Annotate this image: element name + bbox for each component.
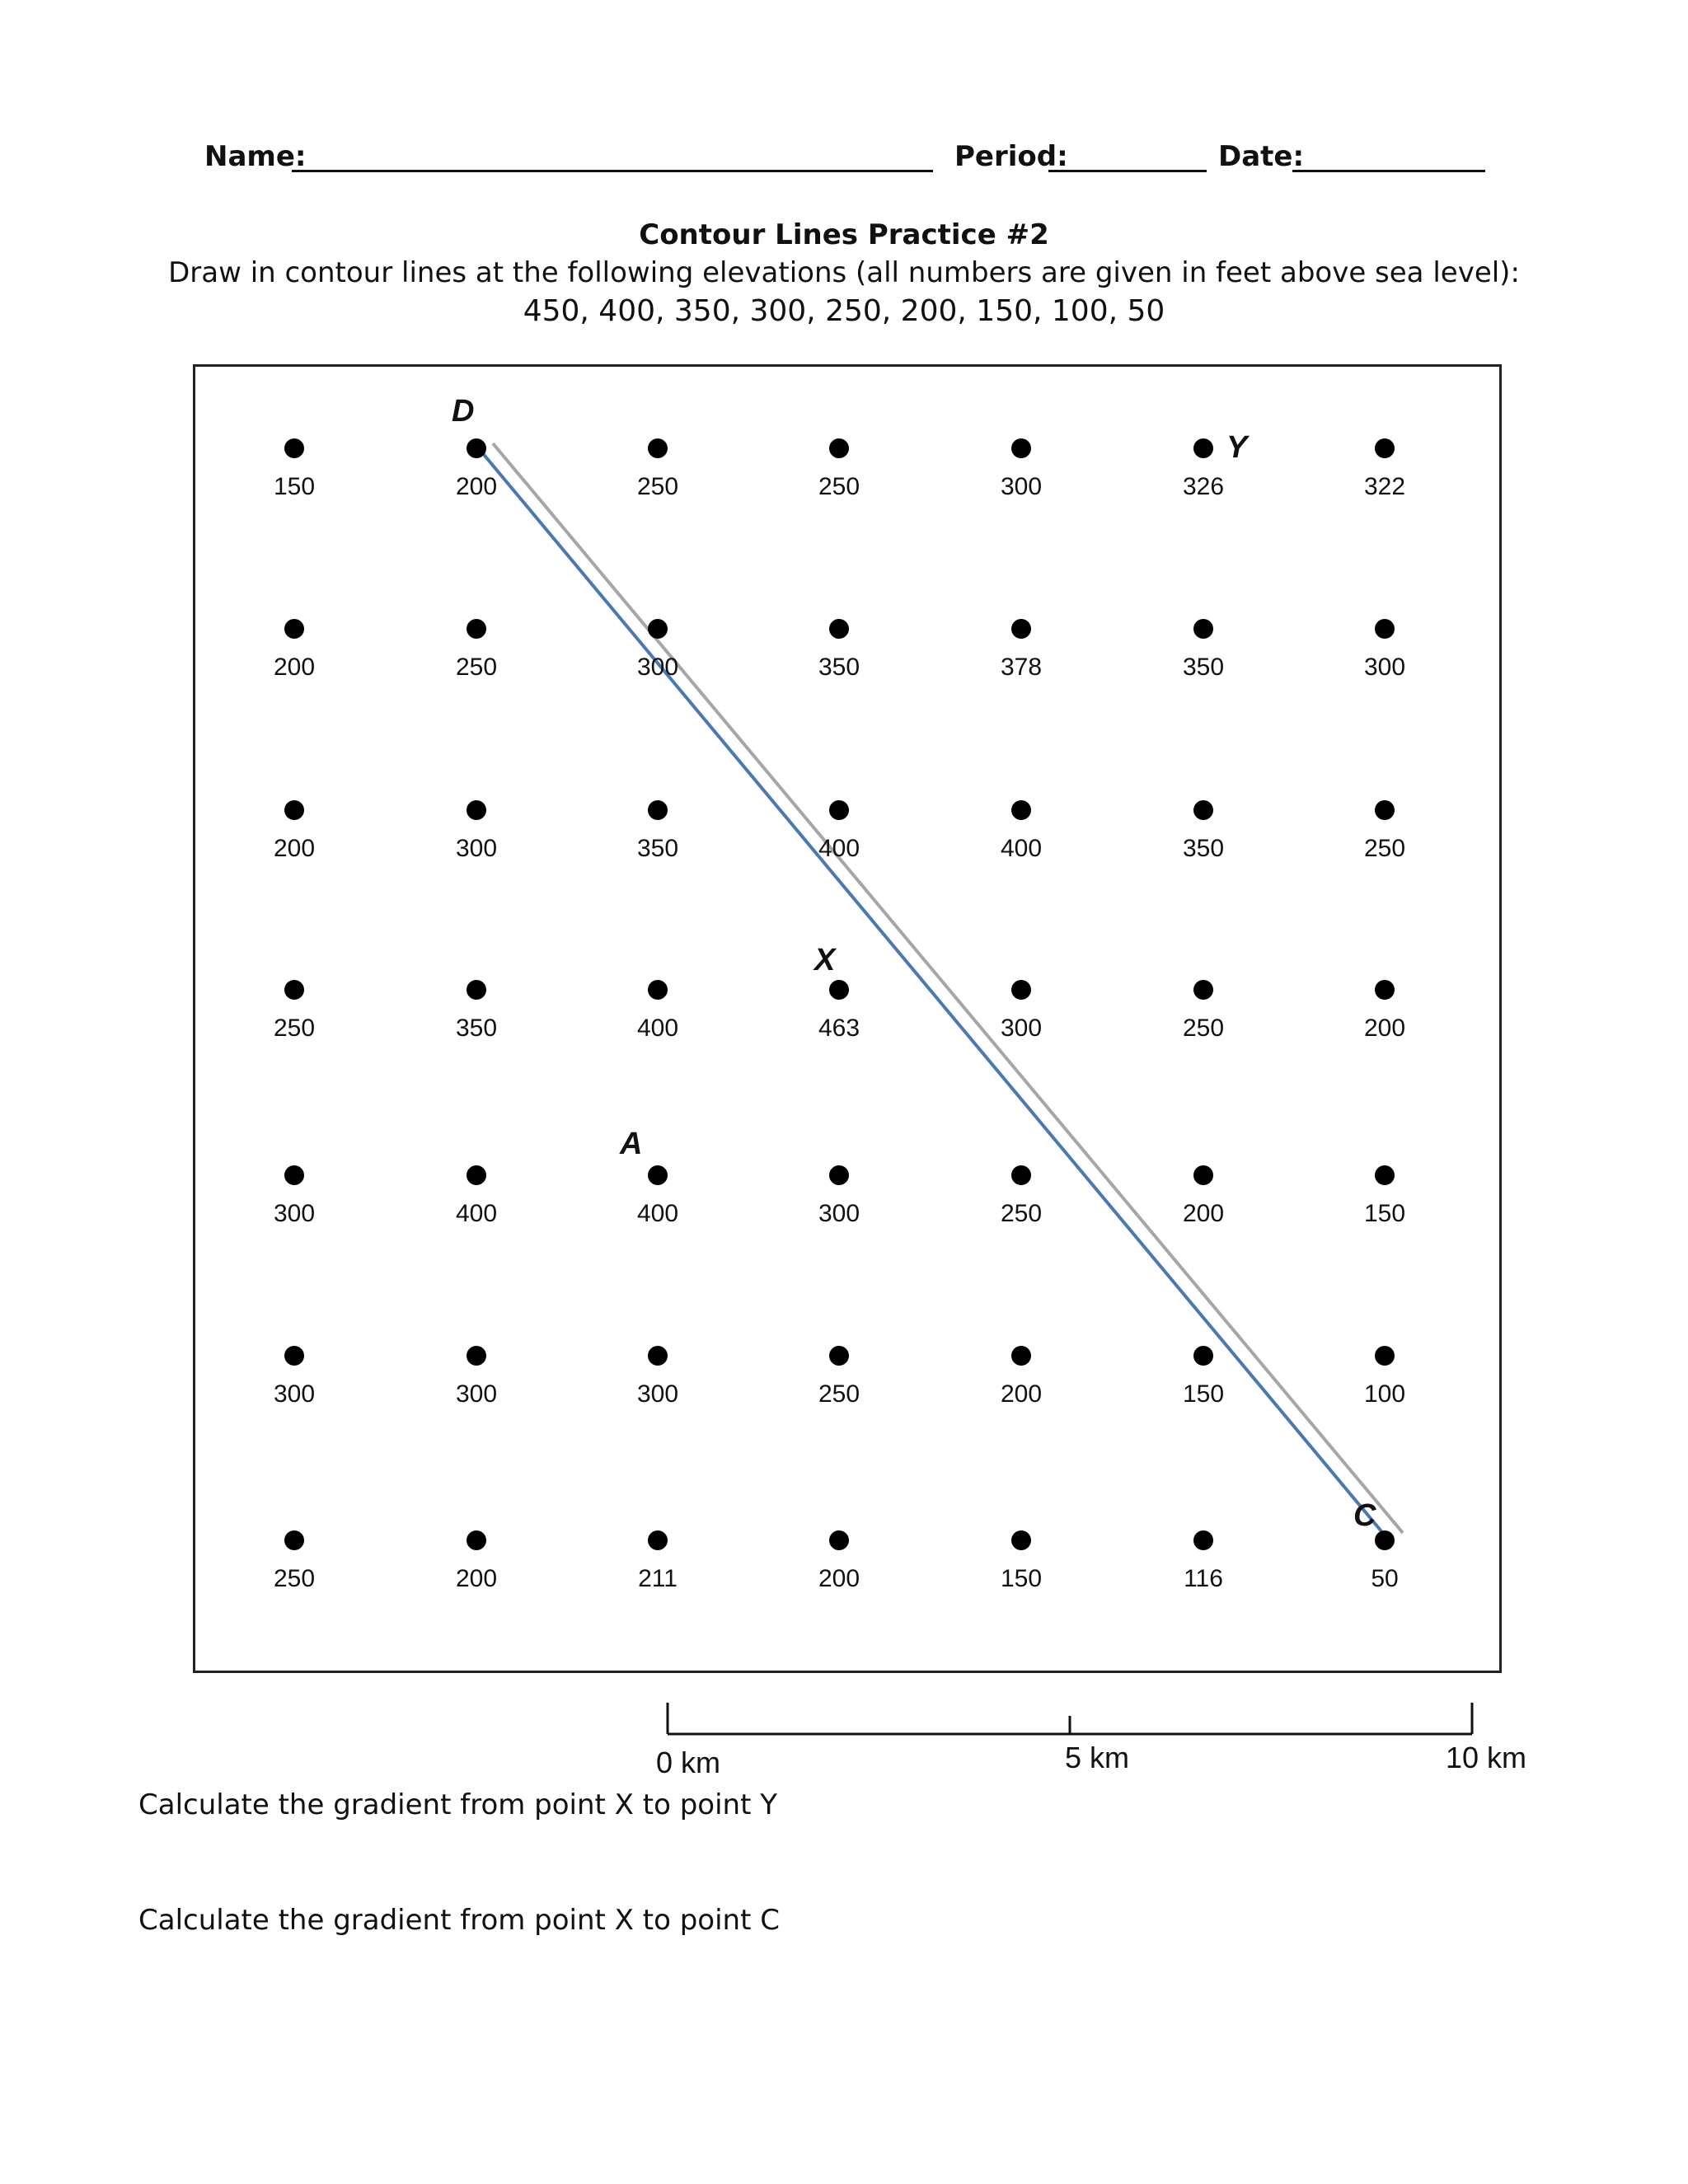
- elevation-value: 400: [455, 1200, 498, 1227]
- elevation-value: 300: [1000, 473, 1043, 500]
- elevation-value: 200: [1363, 1015, 1406, 1042]
- question-xy: Calculate the gradient from point X to point Y: [138, 1788, 778, 1821]
- elevation-value: 150: [1000, 1565, 1043, 1592]
- elevation-value: 350: [1182, 654, 1225, 681]
- elevation-value: 300: [818, 1200, 860, 1227]
- elevation-value: 400: [818, 835, 860, 862]
- elevation-value: 300: [1000, 1015, 1043, 1042]
- elevation-value: 200: [273, 835, 316, 862]
- elevation-value: 350: [1182, 835, 1225, 862]
- elevation-value: 250: [818, 1380, 860, 1408]
- elevation-value: 116: [1184, 1565, 1223, 1592]
- elevation-value: 322: [1363, 473, 1406, 500]
- elevation-value: 463: [818, 1015, 860, 1042]
- elevation-value: 250: [1182, 1015, 1225, 1042]
- point-x-label: X: [814, 943, 836, 977]
- elevation-value: 400: [1000, 835, 1043, 862]
- elevation-value: 350: [636, 835, 679, 862]
- elevation-list: 450, 400, 350, 300, 250, 200, 150, 100, 50: [523, 294, 1165, 328]
- elevation-value: 250: [273, 1015, 316, 1042]
- instructions: Draw in contour lines at the following elevations (all numbers are given in feet above sea level):: [168, 256, 1520, 289]
- elevation-value: 150: [273, 473, 316, 500]
- elevation-value: 300: [636, 654, 679, 681]
- date-label: Date:: [1218, 140, 1305, 173]
- elevation-value: 250: [273, 1565, 316, 1592]
- elevation-value: 250: [818, 473, 860, 500]
- elevation-value: 200: [455, 1565, 498, 1592]
- elevation-value: 378: [1000, 654, 1043, 681]
- elevation-value: 200: [455, 473, 498, 500]
- elevation-value: 250: [1000, 1200, 1043, 1227]
- point-c-label: C: [1353, 1498, 1376, 1533]
- page-title: Contour Lines Practice #2: [639, 218, 1049, 251]
- elevation-value: 100: [1363, 1380, 1406, 1408]
- elevation-value: 200: [1182, 1200, 1225, 1227]
- period-label: Period:: [954, 140, 1068, 173]
- elevation-value: 211: [638, 1565, 678, 1592]
- elevation-value: 250: [1363, 835, 1406, 862]
- name-label: Name:: [204, 140, 307, 173]
- point-a-label: A: [620, 1127, 643, 1161]
- scale-label-0: 0 km: [656, 1746, 721, 1779]
- elevation-value: 50: [1371, 1565, 1399, 1592]
- elevation-value: 200: [273, 654, 316, 681]
- elevation-value: 300: [455, 1380, 498, 1408]
- elevation-value: 250: [636, 473, 679, 500]
- elevation-value: 400: [636, 1015, 679, 1042]
- elevation-value: 350: [455, 1015, 498, 1042]
- question-xc: Calculate the gradient from point X to point C: [138, 1904, 780, 1937]
- elevation-value: 300: [273, 1200, 316, 1227]
- point-y-label: Y: [1226, 430, 1248, 465]
- elevation-value: 250: [455, 654, 498, 681]
- elevation-value: 300: [636, 1380, 679, 1408]
- elevation-value: 326: [1182, 473, 1225, 500]
- elevation-value: 300: [455, 835, 498, 862]
- elevation-value: 300: [1363, 654, 1406, 681]
- elevation-value: 350: [818, 654, 860, 681]
- scale-label-5: 5 km: [1065, 1741, 1130, 1774]
- elevation-value: 300: [273, 1380, 316, 1408]
- elevation-value: 150: [1363, 1200, 1406, 1227]
- elevation-value: 200: [818, 1565, 860, 1592]
- scale-label-10: 10 km: [1446, 1741, 1527, 1774]
- elevation-value: 200: [1000, 1380, 1043, 1408]
- point-d-label: D: [452, 394, 475, 429]
- elevation-value: 400: [636, 1200, 679, 1227]
- elevation-value: 150: [1182, 1380, 1225, 1408]
